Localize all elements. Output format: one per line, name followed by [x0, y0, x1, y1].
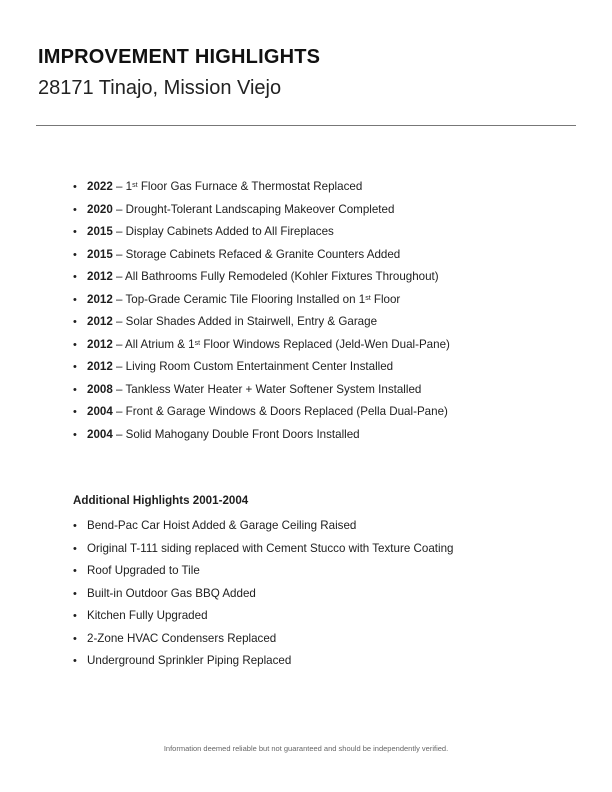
list-item	[73, 358, 450, 381]
bullet-icon: •	[73, 361, 77, 373]
list-item	[73, 313, 450, 336]
bullet-icon: •	[73, 655, 77, 667]
improvement-text: – Top-Grade Ceramic Tile Flooring Installed on 1	[112, 292, 366, 306]
list-item	[73, 585, 453, 608]
improvement-year: 2015	[87, 247, 113, 261]
improvement-list	[73, 178, 450, 448]
bullet-icon: •	[73, 293, 77, 306]
list-item	[73, 381, 450, 404]
ordinal-suffix: st	[132, 182, 138, 189]
bullet-icon: •	[73, 542, 77, 555]
bullet-icon: •	[73, 610, 77, 622]
bullet-icon: •	[73, 271, 77, 283]
additional-item-text: Original T-111 siding replaced with Cement Stucco with Texture Coating	[87, 541, 454, 555]
list-item	[73, 607, 453, 630]
bullet-icon: •	[73, 406, 77, 418]
improvement-text: – Solar Shades Added in Stairwell, Entry & Garage	[112, 315, 378, 328]
divider	[36, 125, 576, 126]
additional-item-text: Bend-Pac Car Hoist Added & Garage Ceiling Raised	[87, 519, 357, 532]
improvement-year: 2012	[87, 292, 113, 306]
improvement-text: – Front & Garage Windows & Doors Replaced (Pella Dual-Pane)	[112, 405, 448, 418]
additional-item-text: Built-in Outdoor Gas BBQ Added	[87, 586, 256, 600]
list-item	[73, 246, 450, 269]
improvement-year: 2012	[87, 315, 113, 328]
bullet-icon: •	[73, 316, 77, 328]
list-item	[73, 201, 450, 224]
list-item	[73, 426, 450, 449]
property-address: 28171 Tinajo, Mission Viejo	[38, 77, 282, 99]
improvement-year: 2015	[87, 225, 113, 238]
disclaimer: Information deemed reliable but not guaranteed and should be independently verified.	[163, 744, 449, 753]
page-title: IMPROVEMENT HIGHLIGHTS	[38, 46, 321, 68]
improvement-year: 2022	[87, 180, 113, 193]
improvement-text: – All Atrium & 1	[112, 337, 195, 351]
list-item	[73, 291, 450, 314]
additional-highlights-list	[73, 517, 453, 675]
additional-item-text: Kitchen Fully Upgraded	[87, 609, 208, 622]
improvement-text-tail: Floor Gas Furnace & Thermostat Replaced	[137, 180, 363, 193]
bullet-icon: •	[73, 226, 77, 238]
additional-item-text: Roof Upgraded to Tile	[87, 564, 200, 577]
additional-item-text: 2-Zone HVAC Condensers Replaced	[87, 631, 277, 645]
list-item	[73, 178, 450, 201]
list-item	[73, 630, 453, 653]
bullet-icon: •	[73, 428, 77, 441]
list-item	[73, 652, 453, 675]
improvement-year: 2004	[87, 427, 113, 441]
additional-item-text: Underground Sprinkler Piping Replaced	[87, 654, 292, 667]
list-item	[73, 562, 453, 585]
bullet-icon: •	[73, 632, 77, 645]
improvement-year: 2012	[87, 270, 113, 283]
improvement-text: – Drought-Tolerant Landscaping Makeover Completed	[112, 202, 395, 216]
list-item	[73, 540, 453, 563]
improvement-text: – Tankless Water Heater + Water Softener System Installed	[112, 382, 422, 396]
list-item	[73, 268, 450, 291]
list-item	[73, 336, 450, 359]
improvement-year: 2008	[87, 382, 113, 396]
improvement-text: – All Bathrooms Fully Remodeled (Kohler Fixtures Throughout)	[112, 270, 439, 283]
improvement-year: 2020	[87, 202, 113, 216]
ordinal-suffix: st	[194, 339, 201, 347]
improvement-year: 2004	[87, 405, 113, 418]
bullet-icon: •	[73, 383, 77, 396]
improvement-text-tail: Floor	[370, 292, 401, 306]
list-item	[73, 403, 450, 426]
bullet-icon: •	[73, 565, 77, 577]
bullet-icon: •	[73, 520, 77, 532]
improvement-year: 2012	[87, 337, 113, 351]
improvement-text: – Living Room Custom Entertainment Center Installed	[112, 360, 394, 373]
improvement-text: – 1	[112, 180, 133, 193]
improvement-text: – Storage Cabinets Refaced & Granite Counters Added	[112, 247, 401, 261]
ordinal-suffix: st	[365, 294, 371, 302]
list-item	[73, 223, 450, 246]
bullet-icon: •	[73, 203, 77, 216]
bullet-icon: •	[73, 248, 77, 261]
bullet-icon: •	[73, 587, 77, 600]
bullet-icon: •	[73, 338, 77, 351]
list-item	[73, 517, 453, 540]
bullet-icon: •	[73, 181, 77, 193]
improvement-year: 2012	[87, 360, 113, 373]
additional-highlights-heading: Additional Highlights 2001-2004	[73, 494, 249, 507]
improvement-text: – Display Cabinets Added to All Fireplaces	[112, 225, 334, 238]
improvement-text: – Solid Mahogany Double Front Doors Installed	[112, 427, 360, 441]
improvement-text-tail: Floor Windows Replaced (Jeld-Wen Dual-Pane)	[200, 337, 450, 351]
